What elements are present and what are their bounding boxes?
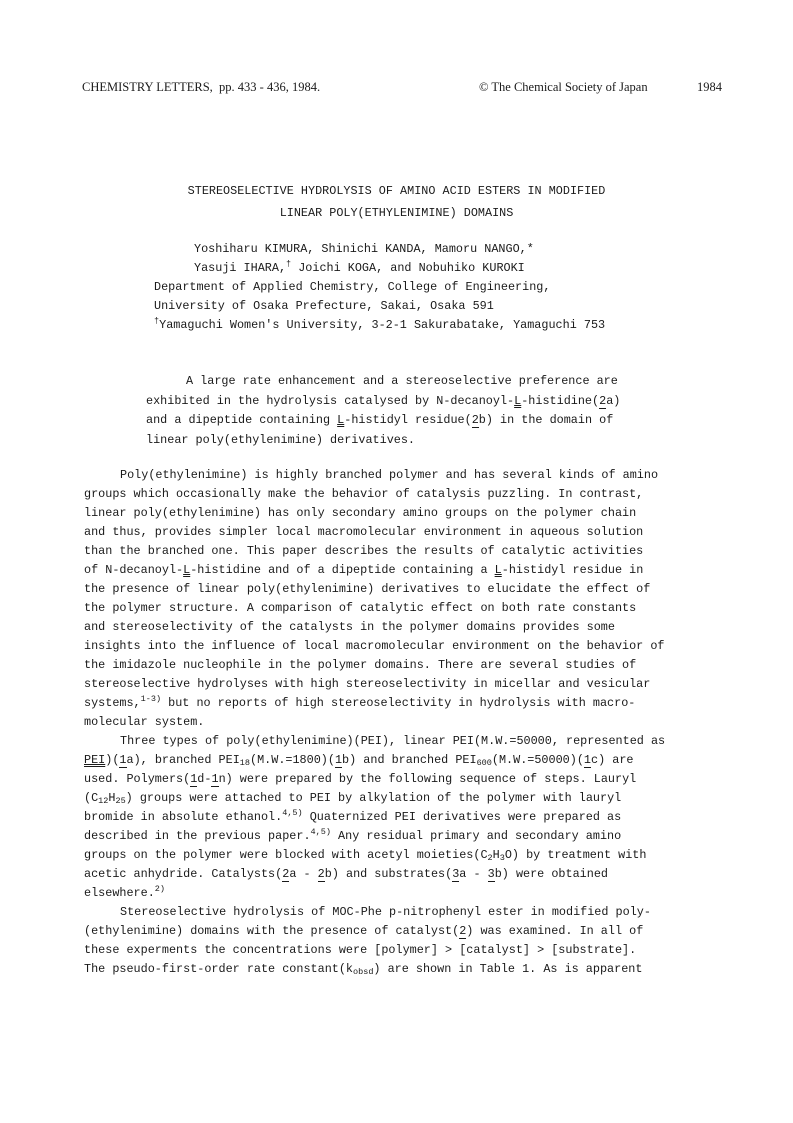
body-line: Stereoselective hydrolysis of MOC-Phe p-nitrophenyl ester in modified poly- xyxy=(120,905,651,919)
author-block xyxy=(154,240,605,335)
affiliation-line-2: University of Osaka Prefecture, Sakai, Osaka 591 xyxy=(154,299,494,313)
body-line: The pseudo-first-order rate $constant(k_{obsd})$ are shown in Table 1. As is apparent xyxy=(84,962,643,977)
abstract xyxy=(146,372,656,450)
body-line: acetic anhydride. Catalysts(2a - 2b) and substrates(3a - 3b) were obtained xyxy=(84,867,608,881)
journal-pages: pp. 433 - 436, 1984. xyxy=(219,80,321,94)
reference-marker: 4,5) xyxy=(310,827,331,837)
body-line: the imidazole nucleophile in the polymer domains. There are several studies of xyxy=(84,658,637,672)
header-year: 1984 xyxy=(697,80,722,94)
affiliation-line-1: Department of Applied Chemistry, College of Engineering, xyxy=(154,280,551,294)
affiliation-line-3: †Yamaguchi Women's University, 3-2-1 Sakurabatake, Yamaguchi 753 xyxy=(154,316,606,332)
body-line: the polymer structure. A comparison of catalytic effect on both rate constants xyxy=(84,601,637,615)
author-line-1: Yoshiharu KIMURA, Shinichi KANDA, Mamoru NANGO,* xyxy=(194,242,534,256)
journal-name: CHEMISTRY LETTERS, xyxy=(82,80,213,94)
body-text xyxy=(84,466,724,979)
body-line: Poly(ethylenimine) is highly branched polymer and has several kinds of amino xyxy=(120,468,659,482)
abstract-line: linear poly(ethylenimine) derivatives. xyxy=(146,432,416,447)
body-line: bromide in absolute ethanol.$^{4,5)}$ Quaternized PEI derivatives were prepared as xyxy=(84,808,622,824)
body-line: systems,$^{1-3)}$ but no reports of high stereoselectivity in hydrolysis with macro- xyxy=(84,694,636,710)
body-line: and thus, provides simpler local macromolecular environment in aqueous solution xyxy=(84,525,644,539)
abstract-line: and a dipeptide containing L-histidyl residue(2b) in the domain of xyxy=(146,413,614,427)
body-line: groups which occasionally make the behavior of catalysis puzzling. In contrast, xyxy=(84,487,644,501)
copyright-notice: © The Chemical Society of Japan xyxy=(479,80,648,94)
reference-marker: 4,5) xyxy=(282,808,303,818)
body-line: than the branched one. This paper describes the results of catalytic activities xyxy=(84,544,644,558)
dagger-mark: † xyxy=(154,316,160,326)
body-line: used. Polymers(1d-1n) were prepared by the following sequence of steps. Lauryl xyxy=(84,772,637,786)
title-line-2: LINEAR POLY(ETHYLENIMINE) DOMAINS xyxy=(279,206,514,220)
body-line: the presence of linear poly(ethylenimine) derivatives to elucidate the effect of xyxy=(84,582,651,596)
author-line-2: Yasuji IHARA,† Joichi KOGA, and Nobuhiko KUROKI xyxy=(194,259,525,275)
body-line: molecular system. xyxy=(84,715,205,729)
body-line: Three types of poly(ethylenimine)(PEI), linear PEI(M.W.=50000, represented as xyxy=(120,734,666,748)
reference-marker: 1-3) xyxy=(140,694,162,704)
abstract-line: exhibited in the hydrolysis catalysed by N-decanoyl-L-histidine(2a) xyxy=(146,393,621,408)
body-line: groups on the polymer were blocked with acetyl $moieties(C_2H_3O)$ by treatment with xyxy=(84,848,647,863)
body-line: (ethylenimine) domains with the presence of catalyst(2) was examined. In all of xyxy=(84,924,644,938)
body-line: and stereoselectivity of the catalysts in the polymer domains provides some xyxy=(84,620,615,634)
paper-title xyxy=(0,180,793,224)
body-line: linear poly(ethylenimine) has only secondary amino groups on the polymer chain xyxy=(84,506,637,520)
reference-marker: 2) xyxy=(154,884,165,894)
body-line: PEI)(1a), branched $PEI_{18}(M.W.=1800)(1b)$ and branched $PEI_{600}(M.W.=50000)(1c)$ are xyxy=(84,753,634,768)
abstract-line: A large rate enhancement and a stereoselective preference are xyxy=(186,374,618,388)
body-line: of N-decanoyl-L-histidine and of a dipeptide containing a L-histidyl residue in xyxy=(84,563,644,577)
body-line: described in the previous paper.$^{4,5)}$ Any residual primary and secondary amino xyxy=(84,827,622,843)
body-line: elsewhere.$^{2)}$ xyxy=(84,884,165,900)
dagger-mark: † xyxy=(286,259,292,269)
body-line: $(C_{12}H_{25})$ groups were attached to PEI by alkylation of the polymer with lauryl xyxy=(84,791,622,806)
title-line-1: STEREOSELECTIVE HYDROLYSIS OF AMINO ACID ESTERS IN MODIFIED xyxy=(187,184,606,198)
running-header xyxy=(82,80,722,100)
body-line: these experments the concentrations were [polymer] > [catalyst] > [substrate]. xyxy=(84,943,637,957)
body-line: insights into the influence of local macromolecular environment on the behavior of xyxy=(84,639,665,653)
body-line: stereoselective hydrolyses with high stereoselectivity in micellar and vesicular xyxy=(84,677,651,691)
journal-citation xyxy=(82,80,320,95)
